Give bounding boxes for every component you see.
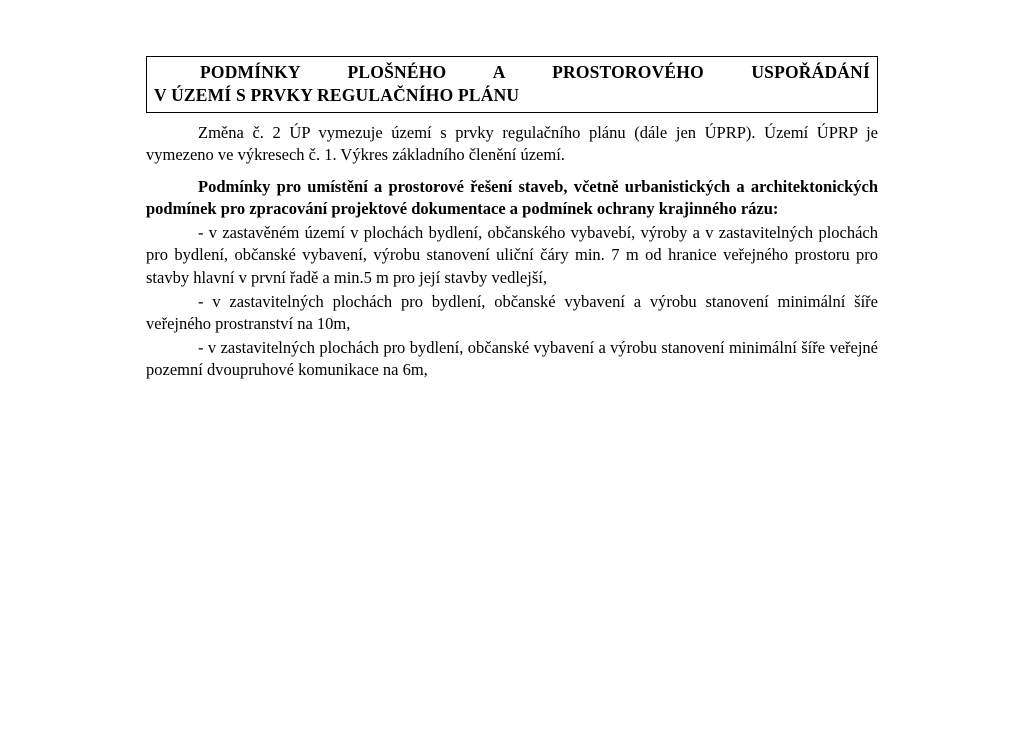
paragraph-intro: Změna č. 2 ÚP vymezuje území s prvky regulačního plánu (dále jen ÚPRP). Území ÚPRP je vymezeno ve výkresech č. 1. Výkres základního členění území. bbox=[146, 122, 878, 165]
document-title-box bbox=[146, 56, 878, 113]
paragraph-bullet-3: - v zastavitelných plochách pro bydlení, občanské vybavení a výrobu stanovení minimální šíře veřejné pozemní dvoupruhové komunikace na 6m, bbox=[146, 337, 878, 380]
document-title-line-2: V ÚZEMÍ S PRVKY REGULAČNÍHO PLÁNU bbox=[154, 84, 520, 105]
document-title-line-1: PODMÍNKY PLOŠNÉHO A PROSTOROVÉHO USPOŘÁDÁNÍ bbox=[200, 62, 870, 82]
paragraph-bullet-2: - v zastavitelných plochách pro bydlení, občanské vybavení a výrobu stanovení minimální šíře veřejného prostranství na 10m, bbox=[146, 291, 878, 334]
document-body bbox=[146, 56, 878, 382]
paragraph-conditions-heading: Podmínky pro umístění a prostorové řešení staveb, včetně urbanistických a architektonických podmínek pro zpracování projektové dokumentace a podmínek ochrany krajinného rázu: bbox=[146, 176, 878, 219]
paragraph-bullet-1: - v zastavěném území v plochách bydlení, občanského vybavebí, výroby a v zastavitelných plochách pro bydlení, občanské vybavení, výrobu stanovení uliční čáry min. 7 m od hranice veřejného prostoru pro stavby hlavní v první řadě a min.5 m pro její stavby vedlejší, bbox=[146, 222, 878, 288]
